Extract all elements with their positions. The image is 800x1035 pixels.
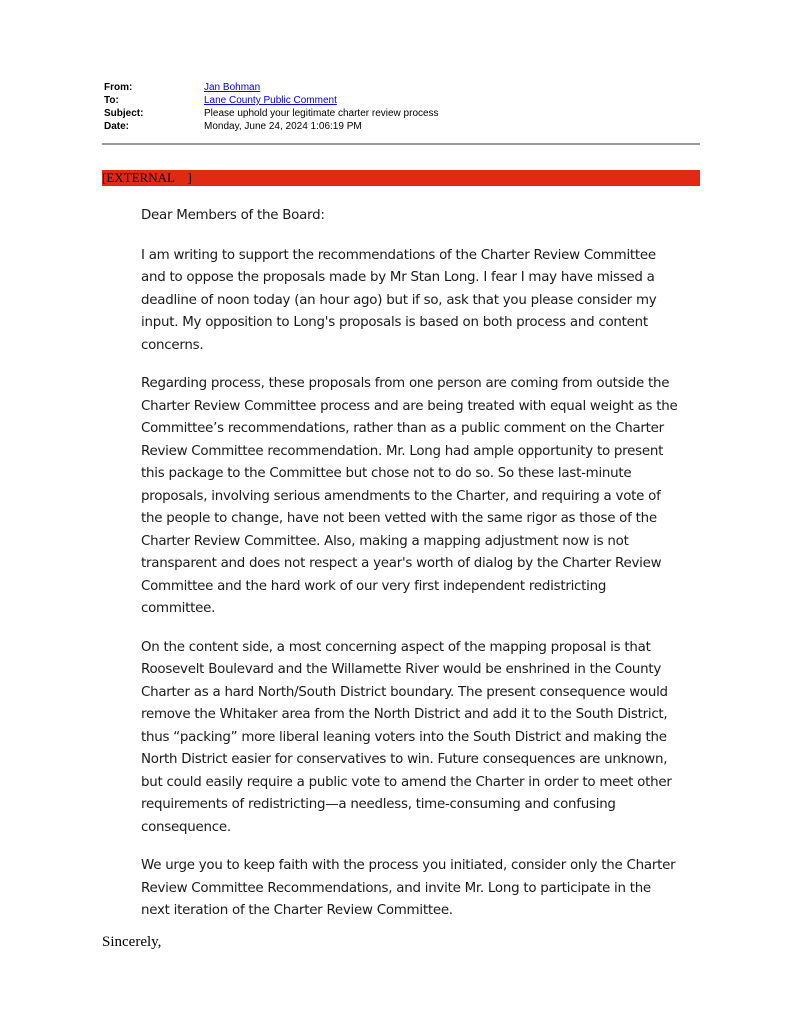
from-label: From: xyxy=(104,82,133,93)
subject-label: Subject: xyxy=(104,108,144,119)
letter-paragraph-3: On the content side, a most concerning aspect of the mapping proposal is that Roosevelt Boulevard and the Willamette River would be enshrined in the County Charter as a hard North/South District boundary. The present consequence would remove the Whitaker area from the North District and add it to the South District, thus “packing” more liberal leaning voters into the South District and making the North District easier for conservatives to win. Future consequences are unknown, but could easily require a public vote to amend the Charter in order to meet other requirements of redistricting—a needless, time-consuming and confusing consequence. xyxy=(141,639,672,835)
to-row xyxy=(104,94,700,107)
email-header xyxy=(104,81,700,133)
date-value: Monday, June 24, 2024 1:06:19 PM xyxy=(204,121,362,132)
from-row xyxy=(104,81,700,94)
date-row xyxy=(104,120,700,133)
subject-row xyxy=(104,107,700,120)
external-banner: [EXTERNAL ] xyxy=(102,170,700,186)
letter-signoff: Sincerely, xyxy=(102,934,162,950)
date-label: Date: xyxy=(104,121,130,132)
to-link[interactable]: Lane County Public Comment xyxy=(204,95,337,106)
letter-paragraph-1: I am writing to support the recommendations of the Charter Review Committee and to oppose the proposals made by Mr Stan Long. I fear I may have missed a deadline of noon today (an hour ago) but if so, ask that you please consider my input. My opposition to Long's proposals is based on both process and content concerns. xyxy=(141,247,657,353)
from-link[interactable]: Jan Bohman xyxy=(204,82,261,93)
letter-paragraph-4: We urge you to keep faith with the process you initiated, consider only the Charter Review Committee Recommendations, and invite Mr. Long to participate in the next iteration of the Charter Review Committee. xyxy=(141,858,676,918)
letter-body xyxy=(141,205,681,939)
letter-greeting: Dear Members of the Board: xyxy=(141,208,325,223)
header-divider xyxy=(102,143,700,145)
letter-paragraph-2: Regarding process, these proposals from one person are coming from outside the Charter Review Committee process and are being treated with equal weight as the Committee’s recommendations, rather than as a public comment on the Charter Review Committee recommendation. Mr. Long had ample opportunity to present this package to the Committee but chose not to do so. So these last-minute proposals, involving serious amendments to the Charter, and requiring a vote of the people to change, have not been vetted with the same rigor as those of the Charter Review Committee. Also, making a mapping adjustment now is not transparent and does not respect a year's worth of dialog by the Charter Review Committee and the hard work of our very first independent redistricting committee. xyxy=(141,376,678,616)
to-label: To: xyxy=(104,95,119,106)
subject-value: Please uphold your legitimate charter review process xyxy=(204,108,439,119)
